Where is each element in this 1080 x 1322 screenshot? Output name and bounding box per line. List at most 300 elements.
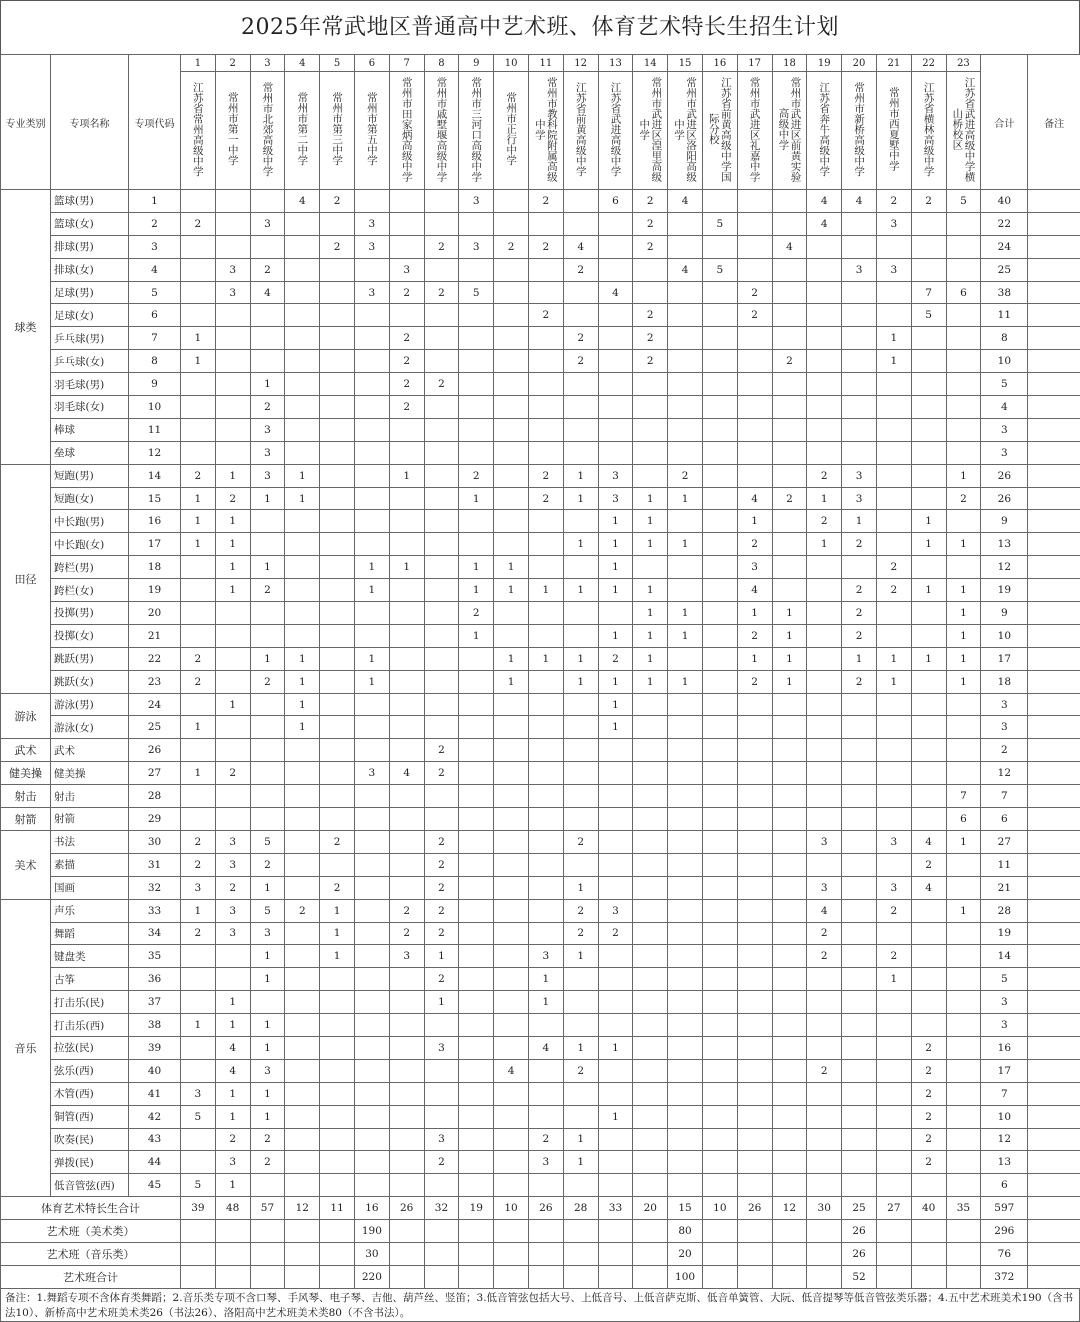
quota-cell — [285, 418, 320, 441]
quota-cell — [459, 533, 494, 556]
quota-cell — [946, 1174, 981, 1197]
quota-cell: 1 — [563, 1036, 598, 1059]
summary-cell — [494, 1266, 529, 1289]
quota-cell — [842, 281, 877, 304]
specialty-code: 40 — [129, 1059, 181, 1082]
quota-cell — [702, 716, 737, 739]
quota-cell — [563, 418, 598, 441]
category-cell: 美术 — [1, 830, 51, 899]
quota-cell: 1 — [215, 464, 250, 487]
quota-cell: 1 — [215, 991, 250, 1014]
quota-cell — [633, 853, 668, 876]
quota-cell — [528, 1059, 563, 1082]
quota-cell: 1 — [598, 1036, 633, 1059]
quota-cell — [772, 1105, 807, 1128]
quota-cell — [354, 1082, 389, 1105]
quota-cell — [494, 258, 529, 281]
quota-cell — [911, 418, 946, 441]
quota-cell: 5 — [250, 899, 285, 922]
school-name-cell — [528, 72, 563, 190]
quota-cell — [389, 693, 424, 716]
specialty-code: 36 — [129, 968, 181, 991]
quota-cell — [842, 373, 877, 396]
quota-cell: 2 — [911, 1105, 946, 1128]
quota-cell — [320, 716, 355, 739]
quota-cell — [528, 1174, 563, 1197]
quota-cell: 2 — [563, 258, 598, 281]
quota-cell — [946, 1151, 981, 1174]
quota-cell: 2 — [807, 1059, 842, 1082]
quota-cell — [181, 441, 216, 464]
specialty-code: 25 — [129, 716, 181, 739]
quota-cell — [215, 670, 250, 693]
quota-cell — [772, 533, 807, 556]
quota-cell: 1 — [181, 487, 216, 510]
quota-cell — [598, 853, 633, 876]
specialty-name: 篮球(女) — [51, 212, 129, 235]
quota-cell — [876, 1151, 911, 1174]
quota-cell — [946, 1105, 981, 1128]
quota-cell — [702, 441, 737, 464]
quota-cell — [807, 624, 842, 647]
quota-cell — [215, 350, 250, 373]
quota-cell — [494, 693, 529, 716]
quota-cell — [702, 876, 737, 899]
specialty-code: 32 — [129, 876, 181, 899]
specialty-code: 9 — [129, 373, 181, 396]
quota-cell: 4 — [215, 1059, 250, 1082]
summary-cell — [320, 1243, 355, 1266]
row-remark — [1028, 304, 1080, 327]
quota-cell — [215, 235, 250, 258]
quota-cell — [528, 1105, 563, 1128]
quota-cell — [911, 693, 946, 716]
quota-cell: 1 — [459, 579, 494, 602]
quota-cell — [459, 1151, 494, 1174]
row-remark — [1028, 830, 1080, 853]
quota-cell — [911, 922, 946, 945]
quota-cell — [389, 1059, 424, 1082]
quota-cell: 1 — [598, 670, 633, 693]
row-remark — [1028, 853, 1080, 876]
quota-cell — [772, 830, 807, 853]
quota-cell — [354, 693, 389, 716]
quota-cell: 1 — [181, 716, 216, 739]
quota-cell — [389, 670, 424, 693]
quota-cell — [459, 876, 494, 899]
quota-cell — [702, 853, 737, 876]
quota-cell — [668, 1174, 703, 1197]
quota-cell — [459, 762, 494, 785]
quota-cell — [459, 716, 494, 739]
quota-cell: 1 — [842, 510, 877, 533]
quota-cell: 4 — [285, 190, 320, 213]
quota-cell — [494, 602, 529, 625]
quota-cell: 2 — [389, 922, 424, 945]
quota-cell — [389, 1128, 424, 1151]
quota-cell: 1 — [250, 968, 285, 991]
quota-cell — [668, 1014, 703, 1037]
school-name: 江苏省常州高级中学 — [192, 82, 204, 177]
quota-cell — [876, 739, 911, 762]
quota-cell — [424, 487, 459, 510]
quota-cell: 2 — [528, 487, 563, 510]
summary-cell: 12 — [285, 1197, 320, 1220]
quota-cell — [842, 762, 877, 785]
summary-cell: 26 — [528, 1197, 563, 1220]
quota-cell: 1 — [633, 487, 668, 510]
quota-cell: 3 — [181, 1082, 216, 1105]
quota-cell: 1 — [633, 510, 668, 533]
quota-cell — [842, 716, 877, 739]
summary-total: 76 — [981, 1243, 1028, 1266]
specialty-name: 跳跃(女) — [51, 670, 129, 693]
school-number: 9 — [459, 55, 494, 72]
table-row — [1, 304, 1080, 327]
quota-cell — [389, 1082, 424, 1105]
quota-cell: 2 — [563, 350, 598, 373]
table-row — [1, 624, 1080, 647]
quota-cell — [842, 922, 877, 945]
quota-cell: 2 — [737, 670, 772, 693]
summary-cell: 15 — [668, 1197, 703, 1220]
quota-cell — [285, 1105, 320, 1128]
quota-cell — [250, 190, 285, 213]
specialty-name: 垒球 — [51, 441, 129, 464]
quota-cell — [737, 1014, 772, 1037]
quota-cell — [946, 373, 981, 396]
quota-cell: 2 — [876, 190, 911, 213]
quota-cell: 3 — [215, 258, 250, 281]
quota-cell — [876, 464, 911, 487]
summary-cell — [598, 1266, 633, 1289]
quota-cell — [668, 304, 703, 327]
quota-cell — [285, 327, 320, 350]
quota-cell — [528, 670, 563, 693]
quota-cell — [528, 350, 563, 373]
summary-label: 艺术班合计 — [1, 1266, 181, 1289]
quota-cell: 5 — [911, 304, 946, 327]
quota-cell — [876, 1082, 911, 1105]
quota-cell — [528, 418, 563, 441]
quota-cell: 2 — [876, 945, 911, 968]
row-remark — [1028, 281, 1080, 304]
quota-cell — [668, 281, 703, 304]
school-number: 17 — [737, 55, 772, 72]
quota-cell — [320, 396, 355, 419]
quota-cell: 3 — [181, 876, 216, 899]
quota-cell — [737, 258, 772, 281]
quota-cell — [842, 808, 877, 831]
quota-cell: 2 — [215, 1128, 250, 1151]
row-total: 3 — [981, 441, 1028, 464]
quota-cell — [181, 991, 216, 1014]
quota-cell — [772, 464, 807, 487]
specialty-code: 35 — [129, 945, 181, 968]
quota-cell: 1 — [911, 510, 946, 533]
quota-cell — [737, 693, 772, 716]
quota-cell — [285, 1174, 320, 1197]
school-name: 常州市第五中学 — [366, 92, 378, 166]
quota-cell — [737, 830, 772, 853]
quota-cell — [633, 1014, 668, 1037]
table-row — [1, 1059, 1080, 1082]
quota-cell: 1 — [181, 762, 216, 785]
quota-cell — [354, 991, 389, 1014]
quota-cell — [563, 602, 598, 625]
quota-cell — [702, 1036, 737, 1059]
quota-cell — [320, 212, 355, 235]
row-remark — [1028, 190, 1080, 213]
quota-cell: 1 — [494, 579, 529, 602]
quota-cell — [354, 190, 389, 213]
quota-cell — [494, 373, 529, 396]
row-total: 3 — [981, 716, 1028, 739]
quota-cell — [772, 281, 807, 304]
quota-cell — [320, 1174, 355, 1197]
quota-cell — [494, 464, 529, 487]
quota-cell: 1 — [459, 487, 494, 510]
quota-cell: 3 — [598, 899, 633, 922]
specialty-code: 29 — [129, 808, 181, 831]
quota-cell — [598, 258, 633, 281]
row-total: 38 — [981, 281, 1028, 304]
table-row — [1, 533, 1080, 556]
school-number: 20 — [842, 55, 877, 72]
school-number: 8 — [424, 55, 459, 72]
quota-cell — [842, 235, 877, 258]
quota-cell: 2 — [772, 350, 807, 373]
row-total: 10 — [981, 350, 1028, 373]
row-total: 8 — [981, 327, 1028, 350]
quota-cell — [250, 762, 285, 785]
quota-cell: 6 — [946, 808, 981, 831]
quota-cell — [876, 441, 911, 464]
quota-cell: 3 — [250, 418, 285, 441]
quota-cell: 2 — [250, 1128, 285, 1151]
quota-cell — [633, 373, 668, 396]
specialty-name: 排球(女) — [51, 258, 129, 281]
quota-cell — [668, 510, 703, 533]
quota-cell: 3 — [424, 1128, 459, 1151]
table-row — [1, 945, 1080, 968]
summary-label: 艺术班（美术类） — [1, 1220, 181, 1243]
school-name: 常州市第二中学 — [296, 92, 308, 166]
school-name: 常州市新桥高级中学 — [853, 82, 865, 177]
summary-cell: 48 — [215, 1197, 250, 1220]
specialty-code: 44 — [129, 1151, 181, 1174]
school-name: 常州市武进区礼嘉中学 — [749, 77, 761, 182]
quota-cell: 2 — [181, 212, 216, 235]
quota-cell: 2 — [842, 624, 877, 647]
row-remark — [1028, 1059, 1080, 1082]
row-remark — [1028, 533, 1080, 556]
quota-cell — [737, 350, 772, 373]
quota-cell — [702, 350, 737, 373]
quota-cell — [911, 487, 946, 510]
quota-cell — [772, 899, 807, 922]
quota-cell: 2 — [320, 235, 355, 258]
quota-cell — [772, 1082, 807, 1105]
quota-cell: 3 — [842, 258, 877, 281]
quota-cell — [633, 1105, 668, 1128]
quota-cell: 1 — [737, 647, 772, 670]
quota-cell — [772, 1014, 807, 1037]
summary-cell — [285, 1266, 320, 1289]
summary-remark — [1028, 1220, 1080, 1243]
quota-cell — [528, 808, 563, 831]
quota-cell: 6 — [946, 281, 981, 304]
quota-cell — [737, 853, 772, 876]
quota-cell: 1 — [563, 670, 598, 693]
quota-cell — [946, 235, 981, 258]
quota-cell — [876, 1174, 911, 1197]
row-remark — [1028, 235, 1080, 258]
quota-cell — [389, 304, 424, 327]
summary-cell — [181, 1243, 216, 1266]
quota-cell — [633, 876, 668, 899]
school-name: 江苏省横林高级中学 — [923, 82, 935, 177]
school-number: 14 — [633, 55, 668, 72]
quota-cell: 4 — [250, 281, 285, 304]
quota-cell: 1 — [876, 670, 911, 693]
row-remark — [1028, 1174, 1080, 1197]
summary-cell — [807, 1243, 842, 1266]
quota-cell — [633, 762, 668, 785]
summary-cell — [911, 1266, 946, 1289]
quota-cell — [807, 693, 842, 716]
quota-cell — [354, 1128, 389, 1151]
quota-cell — [494, 624, 529, 647]
quota-cell: 4 — [494, 1059, 529, 1082]
quota-cell — [598, 1128, 633, 1151]
quota-cell — [668, 876, 703, 899]
summary-cell — [528, 1220, 563, 1243]
quota-cell — [424, 1174, 459, 1197]
quota-cell — [598, 1151, 633, 1174]
quota-cell — [285, 1036, 320, 1059]
quota-cell: 1 — [181, 1014, 216, 1037]
specialty-code: 1 — [129, 190, 181, 213]
school-number: 15 — [668, 55, 703, 72]
specialty-name: 木管(西) — [51, 1082, 129, 1105]
quota-cell — [528, 785, 563, 808]
row-total: 14 — [981, 945, 1028, 968]
school-number: 5 — [320, 55, 355, 72]
quota-cell — [459, 1036, 494, 1059]
quota-cell — [424, 579, 459, 602]
quota-cell — [424, 716, 459, 739]
quota-cell — [876, 624, 911, 647]
summary-cell — [389, 1220, 424, 1243]
summary-cell — [181, 1266, 216, 1289]
row-total: 27 — [981, 830, 1028, 853]
quota-cell — [389, 533, 424, 556]
quota-cell — [181, 190, 216, 213]
quota-cell — [320, 693, 355, 716]
quota-cell — [598, 739, 633, 762]
quota-cell — [563, 716, 598, 739]
quota-cell — [285, 1128, 320, 1151]
quota-cell — [598, 304, 633, 327]
quota-cell — [389, 1151, 424, 1174]
table-row — [1, 762, 1080, 785]
quota-cell: 1 — [250, 1082, 285, 1105]
quota-cell — [528, 602, 563, 625]
header-category: 专业类别 — [1, 55, 51, 190]
quota-cell — [494, 899, 529, 922]
header-total: 合计 — [981, 55, 1028, 190]
specialty-code: 24 — [129, 693, 181, 716]
quota-cell — [250, 350, 285, 373]
school-name-cell — [215, 72, 250, 190]
quota-cell — [737, 808, 772, 831]
quota-cell: 4 — [807, 190, 842, 213]
quota-cell — [633, 556, 668, 579]
quota-cell: 2 — [528, 1128, 563, 1151]
quota-cell — [528, 762, 563, 785]
quota-cell: 1 — [876, 968, 911, 991]
quota-cell: 1 — [181, 350, 216, 373]
quota-cell: 1 — [354, 556, 389, 579]
row-remark — [1028, 739, 1080, 762]
quota-cell — [702, 922, 737, 945]
summary-cell — [215, 1266, 250, 1289]
quota-cell: 3 — [215, 899, 250, 922]
quota-cell — [494, 830, 529, 853]
quota-cell — [633, 1174, 668, 1197]
quota-cell: 2 — [215, 762, 250, 785]
quota-cell — [389, 1174, 424, 1197]
quota-cell — [215, 396, 250, 419]
quota-cell — [528, 1082, 563, 1105]
quota-cell: 4 — [528, 1036, 563, 1059]
quota-cell — [459, 510, 494, 533]
quota-cell: 2 — [807, 510, 842, 533]
quota-cell — [668, 373, 703, 396]
quota-cell — [285, 830, 320, 853]
quota-cell — [181, 624, 216, 647]
quota-cell: 2 — [181, 830, 216, 853]
table-row — [1, 190, 1080, 213]
quota-cell — [389, 785, 424, 808]
quota-cell — [320, 1059, 355, 1082]
quota-cell — [285, 991, 320, 1014]
quota-cell: 2 — [911, 1082, 946, 1105]
quota-cell — [598, 1082, 633, 1105]
quota-cell — [389, 487, 424, 510]
quota-cell — [285, 922, 320, 945]
quota-cell — [528, 1014, 563, 1037]
quota-cell — [285, 304, 320, 327]
quota-cell — [842, 396, 877, 419]
quota-cell — [215, 968, 250, 991]
quota-cell — [320, 487, 355, 510]
summary-cell — [389, 1266, 424, 1289]
quota-cell — [772, 922, 807, 945]
quota-cell — [946, 350, 981, 373]
quota-cell — [633, 945, 668, 968]
quota-cell — [633, 1082, 668, 1105]
quota-cell — [702, 602, 737, 625]
specialty-code: 31 — [129, 853, 181, 876]
quota-cell: 2 — [528, 235, 563, 258]
school-name-cell — [424, 72, 459, 190]
quota-cell — [807, 304, 842, 327]
quota-cell — [494, 762, 529, 785]
school-name-cell — [181, 72, 216, 190]
quota-cell — [633, 1036, 668, 1059]
